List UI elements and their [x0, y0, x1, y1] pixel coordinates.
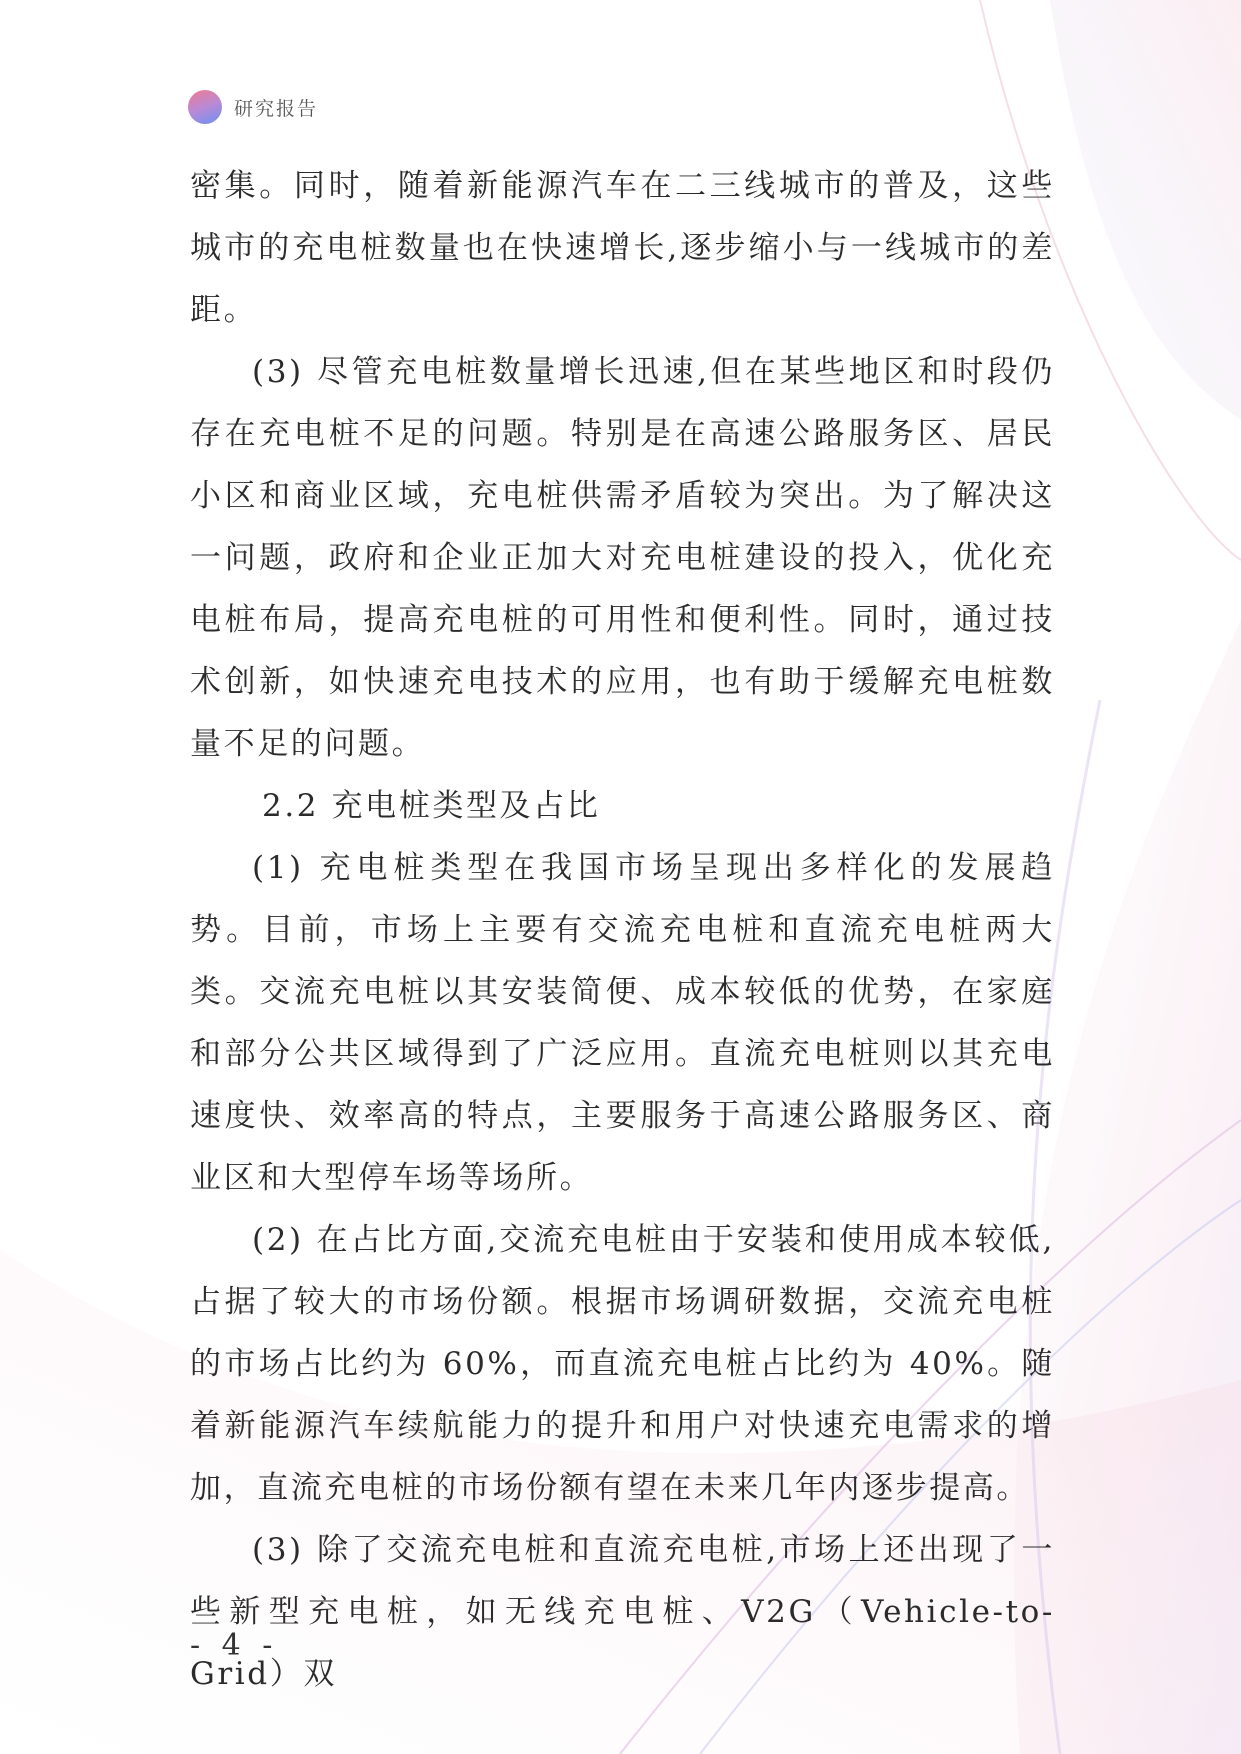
paragraph-item-3b: (3) 除了交流充电桩和直流充电桩,市场上还出现了一些新型充电桩，如无线充电桩、V2G（Vehicle-to-Grid）双 [190, 1532, 1055, 1692]
logo-circle-icon [188, 90, 222, 124]
section-heading: 2.2 充电桩类型及占比 [262, 788, 601, 824]
header-label: 研究报告 [234, 97, 319, 120]
paragraph-item-3: (3) 尽管充电桩数量增长迅速,但在某些地区和时段仍存在充电桩不足的问题。特别是在高速公路服务区、居民小区和商业区域，充电桩供需矛盾较为突出。为了解决这一问题，政府和企业正加大对充电桩建设的投入，优化充电桩布局，提高充电桩的可用性和便利性。同时，通过技术创新，如快速充电技术的应用，也有助于缓解充电桩数量不足的问题。 [190, 354, 1055, 762]
paragraph-item-1: (1) 充电桩类型在我国市场呈现出多样化的发展趋势。目前，市场上主要有交流充电桩和直流充电桩两大类。交流充电桩以其安装简便、成本较低的优势，在家庭和部分公共区域得到了广泛应用。直流充电桩则以其充电速度快、效率高的特点，主要服务于高速公路服务区、商业区和大型停车场等场所。 [190, 850, 1055, 1196]
document-body [190, 155, 1055, 1705]
paragraph-continuation: 密集。同时，随着新能源汽车在二三线城市的普及，这些城市的充电桩数量也在快速增长,逐步缩小与一线城市的差距。 [190, 168, 1055, 328]
page-number: - 4 - [190, 1628, 279, 1663]
report-header [188, 90, 318, 124]
paragraph-item-2: (2) 在占比方面,交流充电桩由于安装和使用成本较低,占据了较大的市场份额。根据市场调研数据，交流充电桩的市场占比约为 60%，而直流充电桩占比约为 40%。随着新能源汽车续航能力的提升和用户对快速充电需求的增加，直流充电桩的市场份额有望在未来几年内逐步提高。 [190, 1222, 1055, 1506]
